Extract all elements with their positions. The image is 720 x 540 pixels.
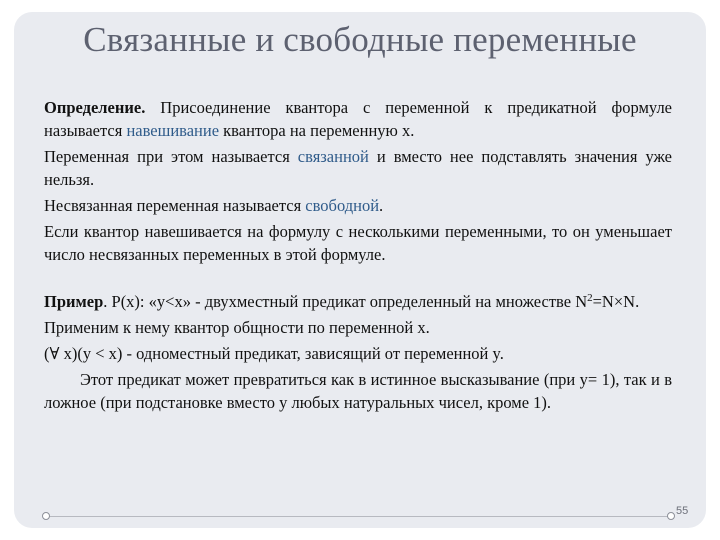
definition-label: Определение.: [44, 98, 146, 117]
term-free: свободной: [305, 196, 380, 215]
quantifier-effect-paragraph: Если квантор навешивается на формулу с несколькими переменными, то он уменьшает число несвязанных переменных в этой формуле.: [44, 222, 672, 264]
definition-text-end: квантора на переменную x.: [219, 121, 415, 140]
definition-paragraph: [44, 96, 672, 142]
bound-text-start: Переменная при этом называется: [44, 147, 298, 166]
term-bound: связанной: [297, 147, 369, 166]
bound-variable-paragraph: [44, 145, 672, 191]
slide-title: Связанные и свободные переменные: [83, 20, 637, 59]
free-variable-paragraph: [44, 194, 672, 217]
bound-text-end: и вместо нее подставлять значения уже нельзя.: [44, 147, 672, 189]
example-paragraph: [44, 290, 672, 313]
paragraph-gap: [44, 269, 672, 290]
formula-paragraph: (∀ x)(y < x) - одноместный предикат, зависящий от переменной y.: [44, 344, 504, 363]
page-number: 55: [676, 505, 689, 517]
free-text-start: Несвязанная переменная называется: [44, 196, 306, 215]
free-text-end: .: [379, 196, 384, 215]
definition-text-start: Присоединение квантора с переменной к предикатной формуле называется: [44, 98, 672, 140]
example-superscript: 2: [587, 292, 593, 304]
apply-quantifier-paragraph: Применим к нему квантор общности по переменной x.: [44, 318, 430, 337]
slide-body: [44, 96, 672, 417]
example-text-end: =N×N.: [592, 292, 640, 311]
term-hanging: навешивание: [126, 121, 220, 140]
example-label: Пример: [44, 292, 104, 311]
conclusion-paragraph: Этот предикат может превратиться как в истинное высказывание (при y= 1), так и в ложное (при подстановке вместо y любых натуральных чисел, кроме 1).: [44, 370, 672, 412]
example-text-start: . P(x): «y<x» - двухместный предикат определенный на множестве N: [103, 292, 588, 311]
footer-right-dot: [667, 512, 675, 520]
footer-left-dot: [42, 512, 50, 520]
footer-divider: [48, 516, 672, 517]
